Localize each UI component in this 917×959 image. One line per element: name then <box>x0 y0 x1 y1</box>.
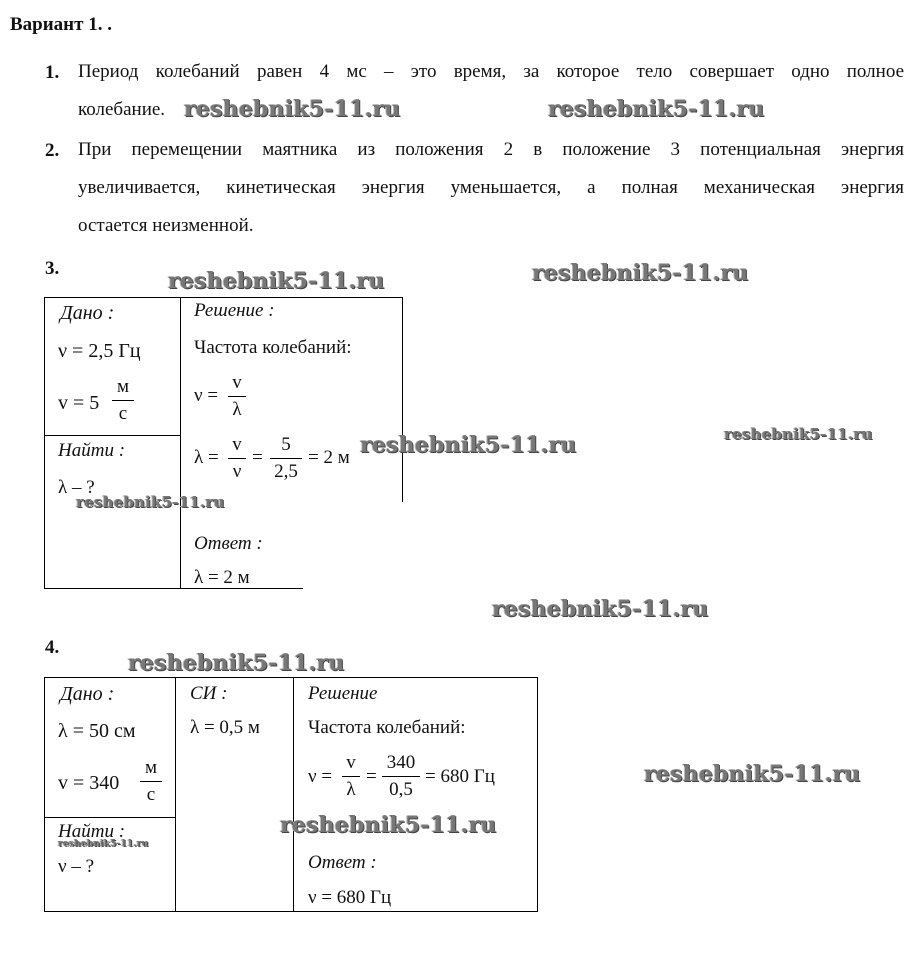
given-frequency-3: ν = 2,5 Гц <box>58 340 141 362</box>
item-1-line-1: Период колебаний равен 4 мс – это время, за которое тело совершает одно полное <box>78 61 904 82</box>
formula-2-eq-3: = <box>252 447 263 468</box>
answer-value-4: ν = 680 Гц <box>308 887 392 908</box>
watermark-text: reshebnik5-11.ru <box>360 432 577 458</box>
answer-label-3: Ответ : <box>194 533 263 554</box>
solution-caption-4: Частота колебаний: <box>308 717 466 738</box>
unit-den: с <box>118 403 128 424</box>
find-label-4: Найти : <box>58 821 126 842</box>
formula-eq-4: = <box>366 766 377 787</box>
unit-num: м <box>116 376 130 397</box>
item-2-line-3: остается неизменной. <box>78 215 254 236</box>
given-label-3: Дано : <box>60 302 115 324</box>
f2-num-b: 5 <box>281 434 291 455</box>
formula-2-frac-a-3 <box>228 434 246 483</box>
given-wavelength-4: λ = 50 см <box>58 720 136 742</box>
answer-label-4: Ответ : <box>308 852 377 873</box>
formula-frac-a-4 <box>342 752 360 801</box>
item-number-2: 2. <box>45 140 60 161</box>
page-title: Вариант 1. . <box>10 14 112 35</box>
unit-fraction-3 <box>112 376 134 425</box>
formula-1-fraction-3 <box>228 372 246 421</box>
given-label-4: Дано : <box>60 683 115 705</box>
watermark-text: reshebnik5-11.ru <box>76 493 225 511</box>
find-value-3: λ – ? <box>58 477 95 498</box>
f2-num-a: v <box>232 434 242 455</box>
formula-2-left-3: λ = <box>194 447 219 468</box>
watermark-text: reshebnik5-11.ru <box>168 268 385 294</box>
f-den-b-4: 0,5 <box>389 779 413 800</box>
f2-den-a: ν <box>232 461 242 482</box>
watermark-text: reshebnik5-11.ru <box>58 839 149 849</box>
solution-caption-3: Частота колебаний: <box>194 337 352 358</box>
item-number-4: 4. <box>45 637 60 658</box>
given-speed-3: v = 5 <box>58 392 100 414</box>
watermark-text: reshebnik5-11.ru <box>184 96 401 122</box>
si-value-4: λ = 0,5 м <box>190 717 260 738</box>
f-den-a-4: λ <box>346 779 356 800</box>
watermark-text: reshebnik5-11.ru <box>548 96 765 122</box>
watermark-text: reshebnik5-11.ru <box>724 425 873 443</box>
si-label-4: СИ : <box>190 683 228 704</box>
item-number-3: 3. <box>45 258 60 279</box>
f1-num: v <box>232 372 242 393</box>
f-num-a-4: v <box>346 752 356 773</box>
item-2-line-2: увеличивается, кинетическая энергия уменьшается, а полная механическая энергия <box>78 177 904 198</box>
formula-1-left-3: ν = <box>194 385 219 406</box>
watermark-text: reshebnik5-11.ru <box>532 260 749 286</box>
formula-left-4: ν = <box>308 766 333 787</box>
solution-label-4: Решение <box>308 683 378 704</box>
item-2-line-1: При перемещении маятника из положения 2 в положение 3 потенциальная энергия <box>78 139 904 160</box>
item-1-line-2: колебание. <box>78 99 166 120</box>
item-number-1: 1. <box>45 62 60 83</box>
formula-result-4: = 680 Гц <box>425 766 495 787</box>
watermark-text: reshebnik5-11.ru <box>280 812 497 838</box>
formula-2-result-3: = 2 м <box>308 447 350 468</box>
unit-num-4: м <box>144 757 158 778</box>
find-label-3: Найти : <box>58 440 126 461</box>
answer-value-3: λ = 2 м <box>194 567 250 588</box>
f2-den-b: 2,5 <box>274 461 298 482</box>
watermark-text: reshebnik5-11.ru <box>128 650 345 676</box>
f-num-b-4: 340 <box>386 752 416 773</box>
watermark-text: reshebnik5-11.ru <box>492 596 709 622</box>
solution-label-3: Решение : <box>194 300 275 321</box>
formula-2-frac-b-3 <box>270 434 302 483</box>
unit-den-4: с <box>146 784 156 805</box>
item-2-text <box>78 131 904 245</box>
given-speed-4: v = 340 <box>58 772 120 794</box>
f1-den: λ <box>232 399 242 420</box>
watermark-text: reshebnik5-11.ru <box>644 761 861 787</box>
find-value-4: ν – ? <box>58 856 95 877</box>
unit-fraction-4 <box>140 757 162 806</box>
formula-frac-b-4 <box>382 752 420 801</box>
